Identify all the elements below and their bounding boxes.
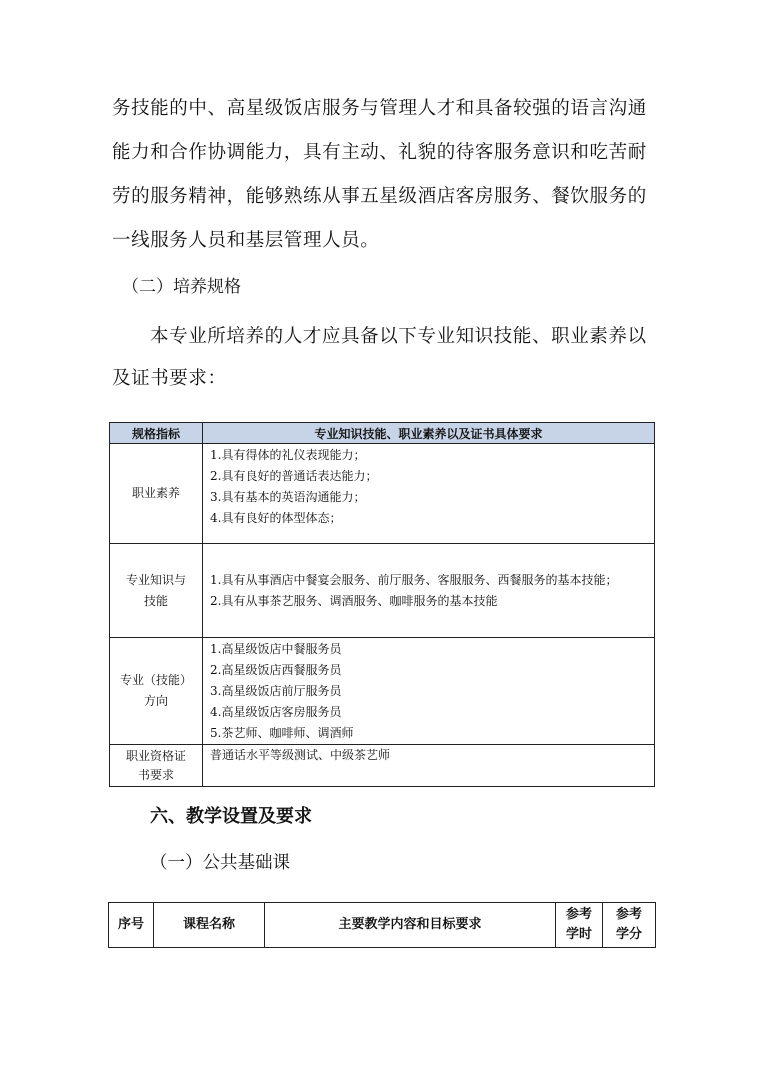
row-content	[203, 745, 655, 787]
section-heading-teaching-setup: 六、教学设置及要求	[150, 806, 312, 827]
table-row	[110, 745, 655, 787]
list-item: 3.具有基本的英语沟通能力；	[210, 490, 366, 504]
table-header-row	[110, 423, 655, 444]
paragraph-line: 劳的服务精神，能够熟练从事五星级酒店客房服务、餐饮服务的	[112, 186, 647, 207]
list-item: 1.具有从事酒店中餐宴会服务、前厅服务、客服服务、西餐服务的基本技能；	[210, 572, 618, 587]
list-item: 4.具有良好的体型体态；	[210, 511, 342, 525]
spec-paragraph	[112, 322, 657, 392]
list-item: 2.高星级饭店西餐服务员	[210, 663, 342, 677]
course-table	[108, 902, 656, 948]
list-item: 1.高星级饭店中餐服务员	[210, 642, 342, 656]
table-row	[110, 638, 655, 745]
list-item: 2.具有良好的普通话表达能力；	[210, 469, 378, 483]
row-label-line: 方向	[143, 694, 168, 708]
table-row	[110, 544, 655, 638]
list-item: 5.茶艺师、咖啡师、调酒师	[210, 726, 354, 740]
paragraph-line: 本专业所培养的人才应具备以下专业知识技能、职业素养以	[150, 326, 647, 347]
header-line: 参考	[615, 907, 642, 922]
paragraph-line: 一线服务人员和基层管理人员。	[112, 230, 380, 251]
intro-paragraph	[112, 94, 657, 254]
list-item: 2.具有从事茶艺服务、调酒服务、咖啡服务的基本技能	[210, 593, 498, 608]
row-content	[203, 638, 655, 745]
row-content	[203, 444, 655, 544]
column-header-no: 序号	[109, 903, 154, 948]
list-item: 1.具有得体的礼仪表现能力；	[210, 448, 366, 462]
row-label-line: 专业知识与	[125, 572, 186, 587]
row-label	[110, 638, 203, 745]
list-item: 4.高星级饭店客房服务员	[210, 705, 342, 719]
column-header-course-name: 课程名称	[154, 903, 265, 948]
paragraph-line: 务技能的中、高星级饭店服务与管理人才和具备较强的语言沟通	[112, 98, 647, 119]
header-line: 学时	[565, 927, 592, 942]
row-label-line: 职业资格证	[125, 748, 186, 763]
row-content	[203, 544, 655, 638]
row-label-line: 技能	[143, 593, 168, 608]
section-heading-training-spec: （二）培养规格	[122, 277, 241, 297]
table-row	[110, 444, 655, 544]
paragraph-line: 能力和合作协调能力，具有主动、礼貌的待客服务意识和吃苦耐	[112, 142, 647, 163]
column-header-credits	[603, 903, 656, 948]
header-line: 参考	[565, 907, 592, 922]
row-label-line: 专业（技能）	[119, 673, 192, 687]
paragraph-line: 及证书要求：	[112, 368, 227, 389]
list-item: 3.高星级饭店前厅服务员	[210, 684, 342, 698]
column-header: 专业知识技能、职业素养以及证书具体要求	[203, 423, 655, 444]
column-header: 规格指标	[110, 423, 203, 444]
table-header-row	[109, 903, 656, 948]
header-line: 学分	[615, 927, 642, 942]
column-header-content: 主要教学内容和目标要求	[265, 903, 556, 948]
row-label-line: 书要求	[137, 767, 174, 782]
list-item: 普通话水平等级测试、中级茶艺师	[210, 748, 391, 762]
row-label	[110, 544, 203, 638]
column-header-hours	[556, 903, 603, 948]
row-label: 职业素养	[110, 444, 203, 544]
section-heading-public-courses: （一）公共基础课	[150, 853, 290, 873]
spec-table	[109, 422, 655, 787]
row-label	[110, 745, 203, 787]
